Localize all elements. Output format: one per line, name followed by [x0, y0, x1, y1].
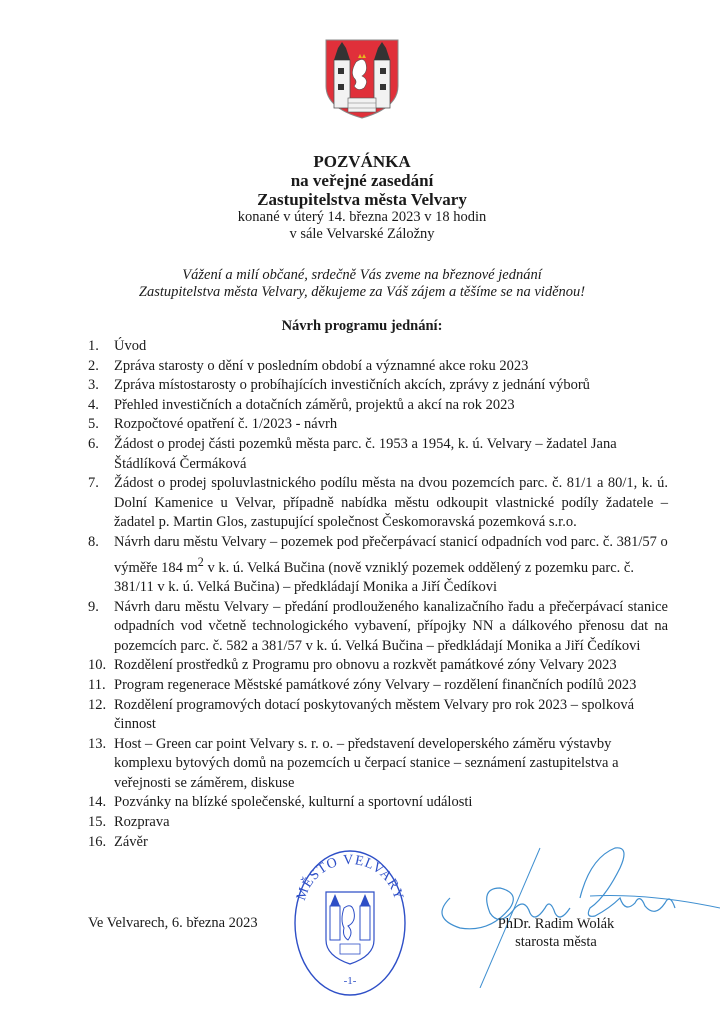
invitation-subtitle-2: Zastupitelstva města Velvary	[257, 190, 467, 209]
item-number: 1.	[88, 338, 99, 354]
item-number: 7.	[88, 475, 99, 492]
agenda-item	[88, 696, 668, 735]
item-text: Závěr	[114, 833, 148, 850]
item-text: Návrh daru městu Velvary – pozemek pod přečerpávací stanicí odpadních vod parc. č. 381/57 o výměře 184 m	[114, 533, 668, 576]
item-number: 4.	[88, 396, 99, 413]
item-text: Host – Green car point Velvary s. r. o. – představení developerského záměru výstavby komplexu bytových domů na pozemcích u čerpací stanice – seznámení zastupitelstva a veřejnosti se záměrem, diskuse	[114, 735, 619, 791]
item-text-cont: v k. ú. Velká Bučina (nově vzniklý pozemek oddělený z pozemku parc. č. 381/11 v k. ú. Velká Bučina) – předkládají Monika a Jiří Čedíkovi	[114, 559, 634, 595]
agenda-item	[88, 474, 668, 533]
agenda-item	[88, 357, 668, 377]
item-number: 2.	[88, 357, 99, 374]
agenda-title: Návrh programu jednání:	[281, 318, 443, 334]
item-text: Rozdělení programových dotací poskytovaných městem Velvary pro rok 2023 – spolková činnost	[114, 696, 635, 733]
item-number: 14.	[88, 794, 107, 811]
invitation-title: POZVÁNKA	[313, 152, 411, 171]
item-text: Pozvánky na blízké společenské, kulturní a sportovní události	[114, 794, 473, 811]
item-number: 3.	[88, 377, 99, 394]
agenda-item	[88, 656, 668, 676]
item-number: 12.	[88, 696, 107, 713]
signature-icon	[420, 838, 720, 988]
item-text: Zpráva místostarosty o probíhajících investičních akcích, zprávy z jednání výborů	[114, 377, 590, 394]
agenda-item	[88, 813, 668, 833]
item-text: Žádost o prodej spoluvlastnického podílu města na dvou pozemcích parc. č. 81/1 a 80/1, k. ú. Dolní Kamenice u Velvar, případně nabídka městu odkoupit vlastnické podíly žadatele – žadatel p. Martin Glos, zastupující společnost Českomoravská pozemková s.r.o.	[114, 475, 668, 531]
agenda-item	[88, 676, 668, 696]
item-text: Přehled investičních a dotačních záměrů, projektů a akcí na rok 2023	[114, 396, 515, 413]
svg-text:-1-: -1-	[343, 975, 357, 987]
greeting-line-2: Zastupitelstva města Velvary, děkujeme za Váš zájem a těšíme se na viděnou!	[138, 284, 586, 300]
item-text: Úvod	[114, 338, 147, 354]
invitation-subtitle-1: na veřejné zasedání	[290, 171, 434, 190]
agenda-list	[88, 337, 668, 852]
item-number: 11.	[88, 676, 106, 693]
agenda-item	[88, 598, 668, 657]
superscript: 2	[197, 554, 204, 569]
meeting-date: konané v úterý 14. března 2023 v 18 hodin	[237, 209, 487, 225]
item-number: 8.	[88, 533, 99, 550]
item-number: 13.	[88, 735, 107, 752]
place-and-date: Ve Velvarech, 6. března 2023	[88, 915, 258, 931]
agenda-item	[88, 533, 668, 598]
agenda-item	[88, 435, 668, 474]
signer-role: starosta města	[515, 934, 597, 950]
coat-of-arms-icon	[324, 38, 400, 120]
item-number: 16.	[88, 833, 107, 850]
item-text: Program regenerace Městské památkové zóny Velvary – rozdělení finančních podílů 2023	[114, 676, 637, 693]
item-number: 15.	[88, 814, 107, 831]
agenda-item	[88, 376, 668, 396]
item-number: 5.	[88, 416, 99, 433]
invitation-header	[0, 152, 724, 243]
greeting-line-1: Vážení a milí občané, srdečně Vás zveme na březnové jednání	[182, 267, 542, 283]
svg-text:MĚSTO VELVARY: MĚSTO VELVARY	[293, 852, 406, 903]
greeting	[0, 267, 724, 301]
item-text: Rozdělení prostředků z Programu pro obnovu a rozkvět památkové zóny Velvary 2023	[114, 657, 617, 674]
agenda-item	[88, 735, 668, 794]
item-number: 9.	[88, 598, 99, 615]
agenda-item	[88, 415, 668, 435]
agenda-item	[88, 396, 668, 416]
item-text: Žádost o prodej části pozemků města parc. č. 1953 a 1954, k. ú. Velvary – žadatel Jana Štádlíková Čermáková	[114, 435, 617, 472]
official-stamp-icon	[290, 848, 410, 998]
item-text: Rozpočtové opatření č. 1/2023 - návrh	[114, 416, 338, 433]
agenda-item	[88, 337, 668, 357]
signer-block	[476, 915, 636, 951]
item-text: Návrh daru městu Velvary – předání prodlouženého kanalizačního řadu a přečerpávací stanice odpadních vod včetně technologického vybavení, přípojky NN a dálkového přenosu dat na pozemcích parc. č. 582 a 381/57 v k. ú. Velká Bučina – předkládají Monika a Jiří Čedíkovi	[114, 598, 668, 654]
agenda-item	[88, 793, 668, 813]
item-text: Zpráva starosty o dění v posledním období a významné akce roku 2023	[114, 357, 529, 374]
item-number: 10.	[88, 657, 107, 674]
item-text: Rozprava	[114, 814, 170, 831]
signer-name: PhDr. Radim Wolák	[497, 916, 615, 932]
meeting-place: v sále Velvarské Záložny	[289, 226, 435, 242]
item-number: 6.	[88, 435, 99, 452]
